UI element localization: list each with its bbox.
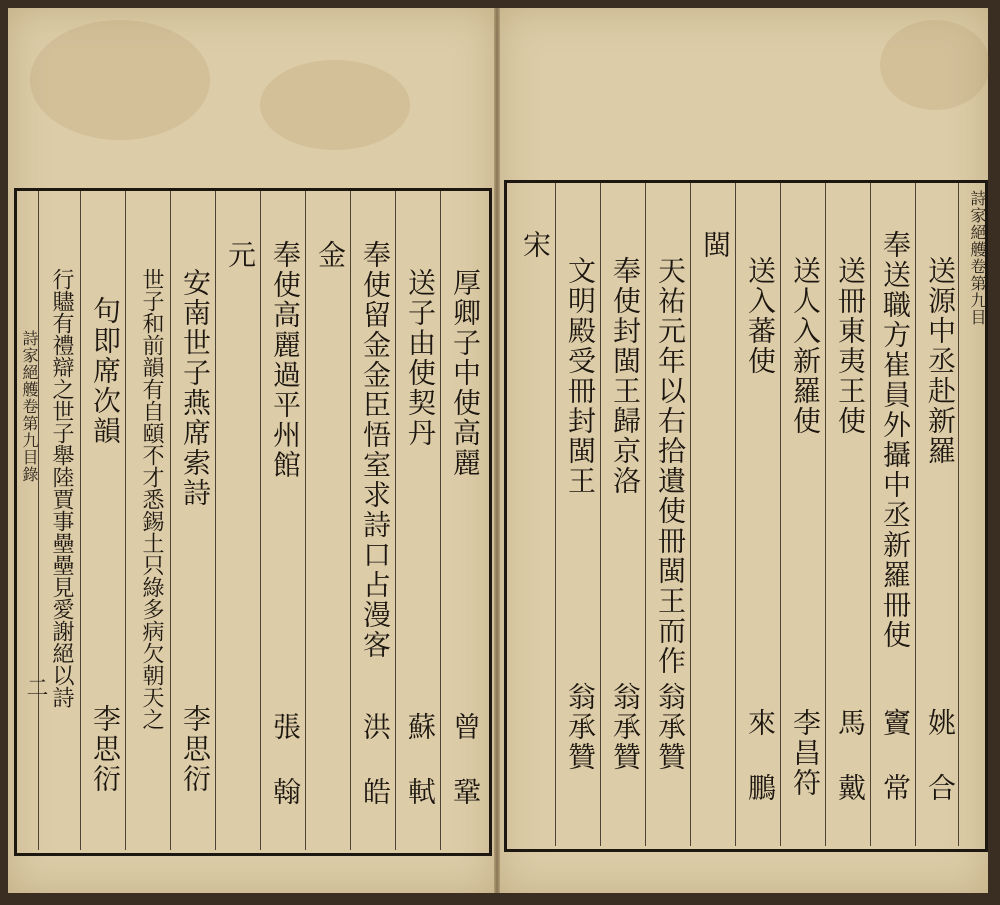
toc-author: 姚 合 <box>924 708 957 803</box>
paper-stain <box>260 60 410 150</box>
column-rule <box>305 191 306 850</box>
column-rule <box>645 183 646 846</box>
toc-author: 蘇 軾 <box>404 712 437 807</box>
toc-author: 來 鵬 <box>744 708 777 803</box>
column-rule <box>170 191 171 850</box>
toc-author: 馬 戴 <box>834 708 867 803</box>
toc-author: 張 翰 <box>269 712 302 807</box>
toc-author: 李昌符 <box>789 708 822 798</box>
paper-stain <box>30 20 210 140</box>
toc-author: 竇 常 <box>879 708 912 803</box>
toc-title: 送入蕃使 <box>744 256 777 376</box>
toc-author: 李思衍 <box>89 704 122 794</box>
toc-author: 洪 皓 <box>359 712 392 807</box>
toc-author: 曾 鞏 <box>449 712 482 807</box>
column-rule <box>600 183 601 846</box>
toc-author: 翁承贊 <box>564 682 597 772</box>
toc-author: 翁承贊 <box>609 682 642 772</box>
book-gutter <box>494 8 500 893</box>
column-rule <box>870 183 871 846</box>
toc-title: 句即席次韻 <box>89 296 122 446</box>
toc-title: 送冊東夷王使 <box>834 256 867 436</box>
column-rule <box>780 183 781 846</box>
toc-author: 李思衍 <box>179 704 212 794</box>
dynasty-heading: 金 <box>314 240 347 270</box>
paper-stain <box>880 20 990 110</box>
toc-title: 安南世子燕席索詩 <box>179 268 212 508</box>
column-rule <box>395 191 396 850</box>
dynasty-heading: 元 <box>224 240 257 270</box>
column-rule <box>690 183 691 846</box>
toc-title: 送源中丞赴新羅 <box>924 256 957 466</box>
margin-label: 詩家絕艧卷第九目錄 <box>20 330 39 483</box>
column-rule <box>958 183 959 846</box>
toc-title: 奉使高麗過平州館 <box>269 240 302 480</box>
toc-title: 厚卿子中使高麗 <box>449 268 482 478</box>
dynasty-heading: 宋 <box>519 230 552 260</box>
column-rule <box>215 191 216 850</box>
page-number: 二 <box>23 676 48 699</box>
toc-title: 文明殿受冊封閩王 <box>564 256 597 496</box>
column-rule <box>555 183 556 846</box>
dynasty-heading: 閩 <box>699 230 732 260</box>
column-rule <box>440 191 441 850</box>
column-rule <box>825 183 826 846</box>
column-rule <box>38 191 39 850</box>
toc-title: 送子由使契丹 <box>404 268 437 448</box>
column-rule <box>80 191 81 850</box>
column-rule <box>735 183 736 846</box>
column-rule <box>125 191 126 850</box>
toc-title: 世子和前韻有自頤不才悉錫土只綠多病欠朝天之 <box>139 268 164 730</box>
toc-title: 送人入新羅使 <box>789 256 822 436</box>
toc-title: 奉使留金金臣悟室求詩口占漫客 <box>359 240 392 660</box>
column-rule <box>915 183 916 846</box>
toc-title: 天祐元年以右拾遺使冊閩王而作 <box>654 256 687 676</box>
toc-title: 奉使封閩王歸京洛 <box>609 256 642 496</box>
toc-author: 翁承贊 <box>654 682 687 772</box>
column-rule <box>350 191 351 850</box>
margin-label: 詩家絕艧卷第九目 <box>968 190 987 326</box>
toc-title: 行贐有禮辯之世子舉陸賈事壘壘見愛謝絕以詩 <box>49 268 74 708</box>
toc-title: 奉送職方崔員外攝中丞新羅冊使 <box>879 230 912 650</box>
column-rule <box>260 191 261 850</box>
